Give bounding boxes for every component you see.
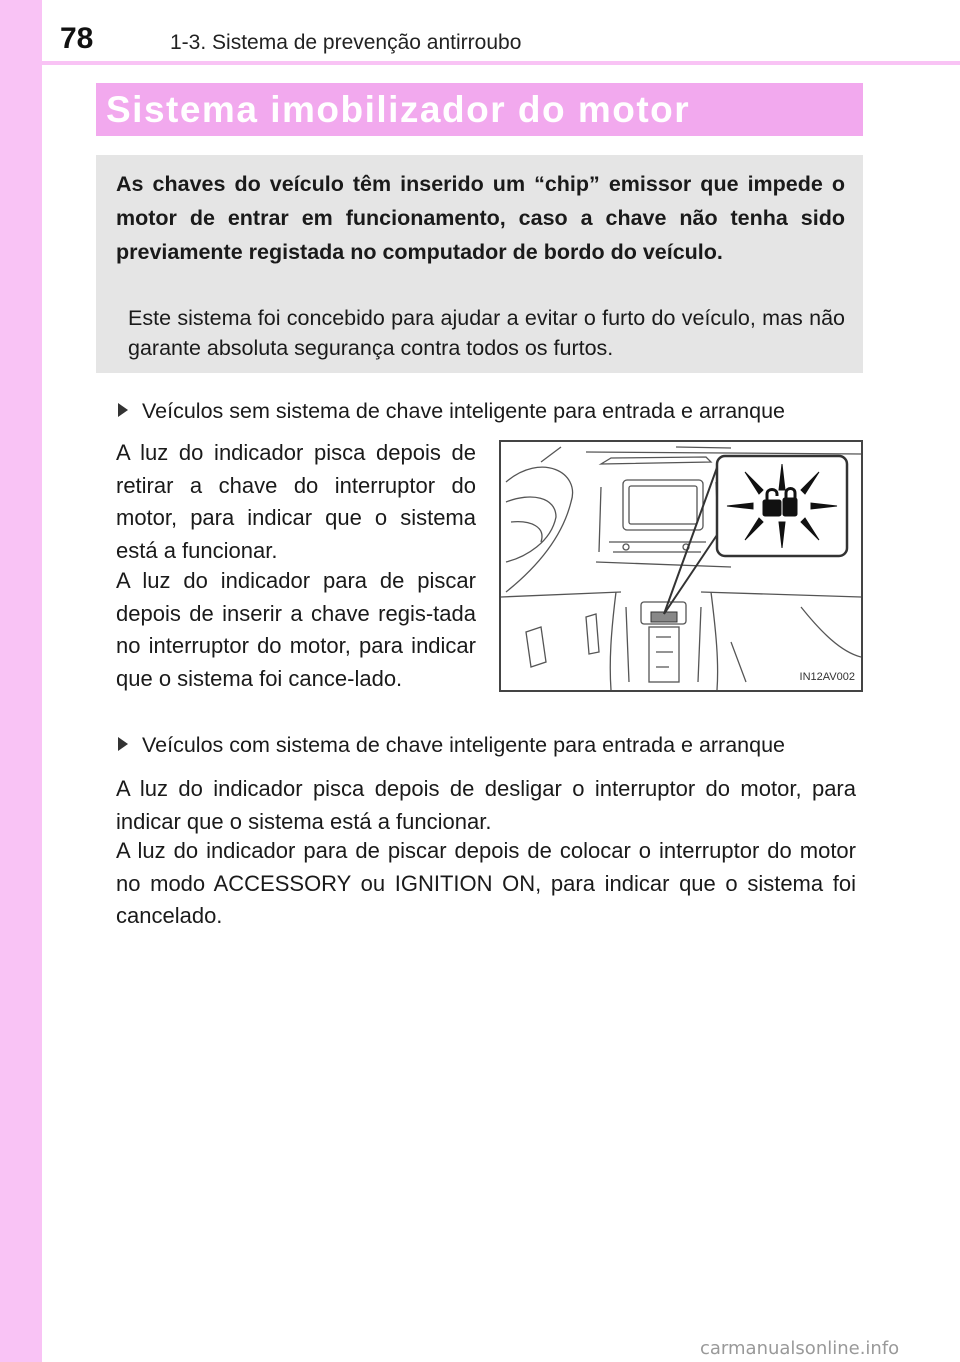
heading-smart-key-text: Veículos com sistema de chave inteligente para entrada e arranque bbox=[142, 733, 786, 757]
watermark: carmanualsonline.info bbox=[700, 1338, 900, 1359]
dashboard-drawing bbox=[501, 442, 861, 690]
side-color-strip bbox=[0, 0, 42, 1362]
paragraph-smart-indicator-blinks: A luz do indicador pisca depois de desligar o interruptor do motor, para indicar que o sistema está a funcionar. bbox=[116, 776, 856, 834]
heading-no-smart-key-text: Veículos sem sistema de chave inteligente para entrada e arranque bbox=[142, 399, 786, 423]
page-title: Sistema imobilizador do motor bbox=[106, 89, 691, 130]
heading-no-smart-key bbox=[118, 399, 785, 424]
title-bar bbox=[96, 83, 863, 136]
heading-smart-key bbox=[118, 733, 785, 758]
paragraph-indicator-stops: A luz do indicador para de piscar depois de inserir a chave regis-tada no interruptor do motor, para indicar que o sistema foi cance-lado. bbox=[116, 568, 476, 691]
section-header: 1-3. Sistema de prevenção antirroubo bbox=[170, 31, 522, 54]
header-divider bbox=[42, 61, 960, 65]
intro-note: Este sistema foi concebido para ajudar a evitar o furto do veículo, mas não garante absoluta segurança contra todos os furtos. bbox=[128, 306, 845, 360]
figure-code: IN12AV002 bbox=[799, 671, 855, 683]
paragraph-indicator-blinks: A luz do indicador pisca depois de retirar a chave do interruptor do motor, para indicar que o sistema está a funcionar. bbox=[116, 440, 476, 563]
dashboard-illustration bbox=[499, 440, 863, 692]
paragraph-smart-indicator-stops: A luz do indicador para de piscar depois de colocar o interruptor do motor no modo ACCESSORY ou IGNITION ON, para indicar que o sistema foi cancelado. bbox=[116, 838, 856, 928]
intro-box bbox=[96, 155, 863, 373]
page-number: 78 bbox=[60, 22, 94, 55]
triangle-bullet-icon bbox=[118, 403, 128, 417]
triangle-bullet-icon bbox=[118, 737, 128, 751]
intro-summary: As chaves do veículo têm inserido um “chip” emissor que impede o motor de entrar em funcionamento, caso a chave não tenha sido previamente registada no computador de bordo do veículo. bbox=[116, 172, 845, 264]
